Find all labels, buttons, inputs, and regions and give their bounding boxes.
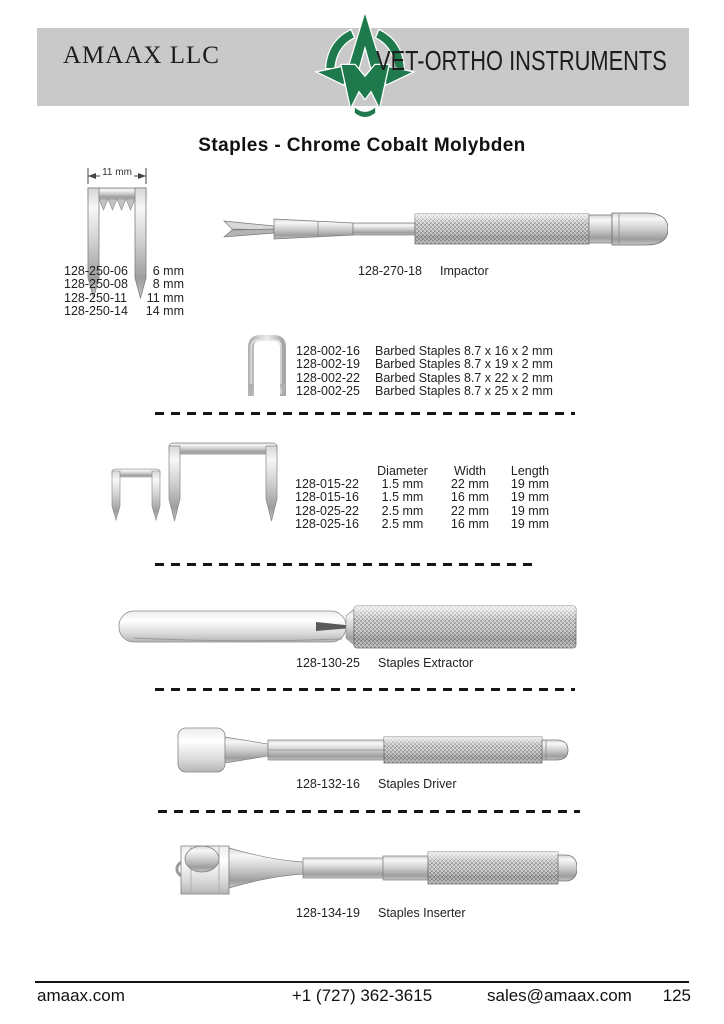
product-name: Impactor (440, 264, 489, 278)
product-size: 8 mm (152, 277, 184, 292)
footer-website: amaax.com (37, 986, 125, 1005)
table-row (295, 490, 560, 503)
product-row (64, 292, 184, 305)
product-code: 128-134-19 (296, 906, 360, 920)
product-code: 128-025-22 (295, 503, 359, 518)
section-divider (158, 810, 580, 813)
product-code: 128-002-25 (296, 383, 360, 398)
table-header-row (295, 464, 560, 477)
section-divider (155, 688, 575, 691)
staple-dimension-label: 11 mm (102, 167, 132, 178)
table-row (295, 477, 560, 490)
product-code: 128-250-06 (64, 264, 128, 278)
product-code: 128-025-16 (295, 516, 359, 531)
product-code: 128-132-16 (296, 777, 360, 791)
product-code: 128-270-18 (358, 264, 422, 278)
inserter-label (296, 906, 466, 920)
product-name: Staples Extractor (378, 656, 474, 670)
product-name: Staples Driver (378, 777, 457, 791)
product-row (64, 278, 184, 291)
product-desc: Barbed Staples 8.7 x 22 x 2 mm (375, 370, 553, 385)
small-square-staple-figure (108, 460, 164, 522)
footer-divider (35, 981, 689, 983)
product-row (64, 265, 184, 278)
product-code: 128-002-19 (296, 357, 360, 372)
cell-width: 22 mm (450, 503, 490, 518)
product-row (296, 385, 553, 398)
table-row (295, 517, 560, 530)
product-code: 128-250-08 (64, 277, 128, 292)
impactor-figure (222, 200, 668, 258)
product-row (296, 345, 553, 358)
footer-phone: +1 (727) 362-3615 (291, 986, 433, 1005)
cell-length: 19 mm (510, 516, 550, 531)
cell-width: 16 mm (450, 490, 490, 505)
staples-extractor-figure (118, 600, 580, 654)
company-name: AMAAX LLC (63, 42, 220, 69)
product-name: Staples Inserter (378, 906, 466, 920)
product-code: 128-250-14 (64, 303, 128, 318)
page-title: Staples - Chrome Cobalt Molybden (198, 135, 526, 156)
section-divider (155, 412, 575, 415)
large-square-staple-figure (166, 433, 280, 523)
product-row (296, 358, 553, 371)
barbed-staples-list (296, 345, 553, 398)
cell-length: 19 mm (510, 477, 550, 492)
product-code: 128-015-16 (295, 490, 359, 505)
product-size: 14 mm (145, 303, 184, 318)
impactor-label (358, 264, 489, 278)
product-desc: Barbed Staples 8.7 x 16 x 2 mm (375, 344, 553, 358)
staples-inserter-figure (175, 836, 577, 900)
product-size: 11 mm (146, 290, 184, 305)
product-row (64, 305, 184, 318)
table-row (295, 504, 560, 517)
product-code: 128-002-22 (296, 370, 360, 385)
cell-width: 16 mm (450, 516, 490, 531)
product-desc: Barbed Staples 8.7 x 19 x 2 mm (375, 357, 553, 372)
product-desc: Barbed Staples 8.7 x 25 x 2 mm (375, 383, 553, 398)
cell-diameter: 2.5 mm (381, 516, 424, 531)
product-code: 128-015-22 (295, 477, 359, 492)
cell-length: 19 mm (510, 490, 550, 505)
cell-diameter: 1.5 mm (381, 477, 424, 492)
footer-email: sales@amaax.com (487, 986, 632, 1005)
cell-diameter: 2.5 mm (381, 503, 424, 518)
barbed-staple-figure (244, 334, 290, 396)
footer-page-number: 125 (662, 986, 691, 1005)
col-header-length: Length (510, 464, 550, 478)
cell-width: 22 mm (450, 477, 490, 492)
staples-driver-figure (176, 723, 570, 777)
product-size: 6 mm (152, 264, 184, 278)
cell-length: 19 mm (510, 503, 550, 518)
brand-name: VET-ORTHO INSTRUMENTS (376, 45, 667, 76)
driver-label (296, 777, 457, 791)
section-divider (155, 563, 535, 566)
product-code: 128-130-25 (296, 656, 360, 670)
product-code: 128-250-11 (64, 290, 128, 305)
cell-diameter: 1.5 mm (381, 490, 424, 505)
col-header-diameter: Diameter (377, 464, 428, 478)
product-row (296, 372, 553, 385)
product-code: 128-002-16 (296, 344, 360, 358)
staple-size-list (64, 265, 184, 318)
col-header-width: Width (454, 464, 486, 478)
extractor-label (296, 656, 473, 670)
staples-spec-table (295, 464, 560, 530)
